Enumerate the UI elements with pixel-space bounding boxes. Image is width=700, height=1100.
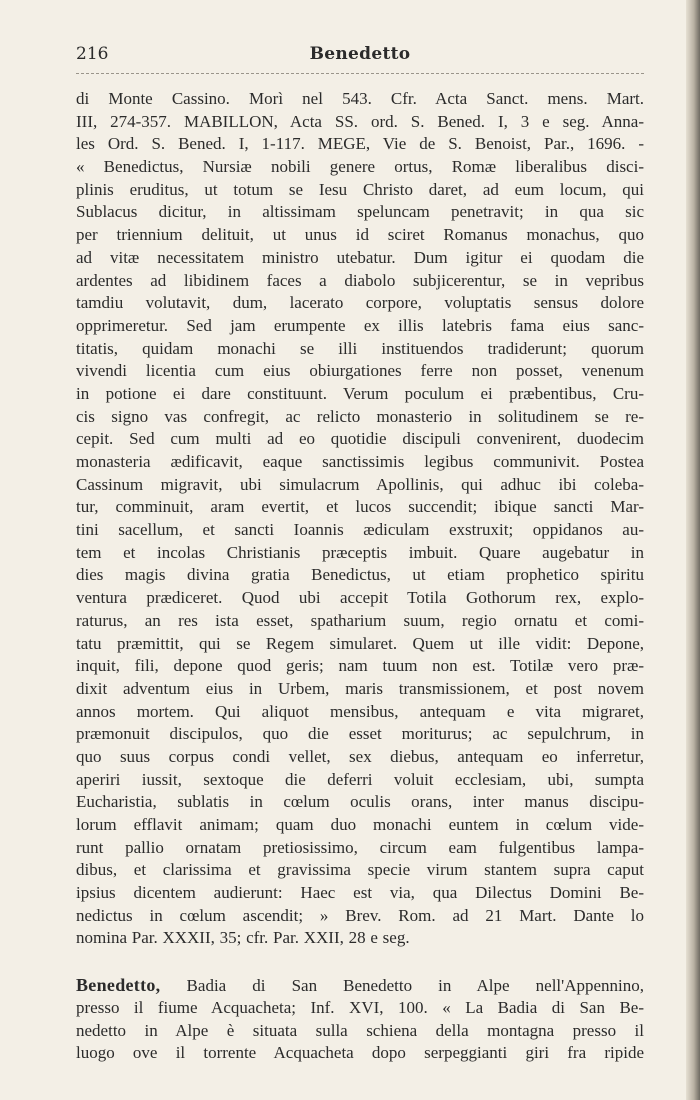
- entry-first-line: Badia di San Benedetto in Alpe nell'Appennino,: [160, 976, 644, 996]
- text-line: Cassinum migravit, ubi simulacrum Apollinis, qui adhuc ibi coleba-: [76, 474, 644, 494]
- text-line: monasteria ædificavit, eaque sanctissimis legibus communivit. Postea: [76, 452, 644, 471]
- text-line: tamdiu volutavit, dum, lacerato corpore, voluptatis sensus dolore: [76, 293, 644, 313]
- text-line: titatis, quidam monachi se illi instituendos tradiderunt; quorum: [76, 338, 644, 358]
- text-line: plinis eruditus, ut totum se Iesu Christo daret, ad eum locum, qui: [76, 179, 644, 199]
- text-line: ipsius dicentem audierunt: Haec est via, qua Dilectus Domini Be-: [76, 883, 644, 903]
- text-line: runt pallio ornatam pretiosissimo, circum eam fulgentibus lampa-: [76, 837, 644, 857]
- text-line: raturus, an res ista esset, spatharium suum, regio ornatu et comi-: [76, 610, 644, 630]
- text-line: ardentes ad libidinem faces a diabolo subjicerentur, se in vepribus: [76, 270, 644, 290]
- body-text: [76, 88, 644, 1065]
- text-line: di Monte Cassino. Morì nel 543. Cfr. Acta Sanct. mens. Mart.: [76, 89, 644, 108]
- page-header: [76, 44, 644, 72]
- text-line: [76, 974, 644, 997]
- text-line: Sublacus dicitur, in altissimam speluncam penetravit; in qua sic: [76, 202, 644, 222]
- text-line: dibus, et clarissima et gravissima specie virum stantem supra caput: [76, 860, 644, 880]
- text-line: lorum efflavit animam; quam duo monachi euntem in cœlum vide-: [76, 815, 644, 834]
- text-line: tatu præmittit, qui se Regem simularet. Quem ut ille vidit: Depone,: [76, 633, 644, 653]
- page-number: 216: [76, 44, 109, 64]
- text-line: opprimeretur. Sed jam erumpente ex illis latebris fama eius sanc-: [76, 315, 644, 335]
- text-line: inquit, fili, depone quod geris; nam tuum non est. Totilæ vero præ-: [76, 656, 644, 676]
- text-line: quo suus corpus condi vellet, sex diebus, antequam eo inferretur,: [76, 746, 644, 766]
- text-line: ventura prædiceret. Quod ubi accepit Totila Gothorum rex, explo-: [76, 588, 644, 608]
- entry-headword: Benedetto,: [76, 975, 161, 996]
- text-line: dixit adventum eius in Urbem, maris transmissionem, et post novem: [76, 678, 644, 698]
- paragraph-gap: [76, 950, 644, 974]
- text-line: III, 274-357. MABILLON, Acta SS. ord. S. Bened. I, 3 e seg. Anna-: [76, 111, 644, 131]
- text-line: tini sacellum, et sancti Ioannis ædiculam exstruxit; oppidanos au-: [76, 520, 644, 540]
- paragraph-saint-benedict: [76, 88, 644, 950]
- text-line: « Benedictus, Nursiæ nobili genere ortus, Romæ liberalibus disci-: [76, 157, 644, 177]
- text-line: nedictus in cœlum ascendit; » Brev. Rom. ad 21 Mart. Dante lo: [76, 905, 644, 925]
- header-rule: [76, 73, 644, 74]
- text-line: nomina Par. XXXII, 35; cfr. Par. XXII, 28 e seg.: [76, 928, 410, 948]
- text-line: aperiri iussit, sextoque die deferri voluit ecclesiam, ubi, sumpta: [76, 769, 644, 789]
- running-head: Benedetto: [309, 44, 411, 64]
- text-line: tur, comminuit, aram evertit, et lucos succendit; ibique sancti Mar-: [76, 497, 644, 517]
- text-line: cis signo vas confregit, ac relicto monasterio in solitudinem se re-: [76, 406, 644, 426]
- paragraph-badia-san-benedetto: [76, 974, 644, 1065]
- text-line: præmonuit discipulos, quo die esset moriturus; ac sepulchrum, in: [76, 724, 644, 744]
- text-line: les Ord. S. Bened. I, 1-117. MEGE, Vie de S. Benoist, Par., 1696. -: [76, 134, 644, 154]
- text-line: annos mortem. Qui aliquot mensibus, antequam e vita migraret,: [76, 701, 644, 721]
- text-line: ad vitæ necessitatem ministro utebatur. Dum igitur ei quodam die: [76, 247, 644, 267]
- text-line: tem et incolas Christianis præceptis imbuit. Quare augebatur in: [76, 542, 644, 562]
- text-line: vivendi licentia cum eius obiurgationes ferre non posset, venenum: [76, 361, 644, 381]
- text-line: luogo ove il torrente Acquacheta dopo serpeggianti giri fra ripide: [76, 1043, 644, 1063]
- page-edge-shadow: [686, 0, 700, 1100]
- text-line: nedetto in Alpe è situata sulla schiena della montagna presso il: [76, 1020, 644, 1040]
- text-line: presso il fiume Acquacheta; Inf. XVI, 100. « La Badia di San Be-: [76, 997, 644, 1017]
- text-line: cepit. Sed cum multi ad eo quotidie discipuli convenirent, duodecim: [76, 429, 644, 449]
- text-line: per triennium delituit, ut unus id sciret Romanus monachus, quo: [76, 225, 644, 245]
- text-line: Eucharistia, sublatis in cœlum oculis orans, inter manus discipu-: [76, 792, 644, 812]
- text-line: dies magis divina gratia Benedictus, ut etiam prophetico spiritu: [76, 565, 644, 585]
- text-line: in potione ei dare constituunt. Verum poculum ei præbentibus, Cru-: [76, 383, 644, 403]
